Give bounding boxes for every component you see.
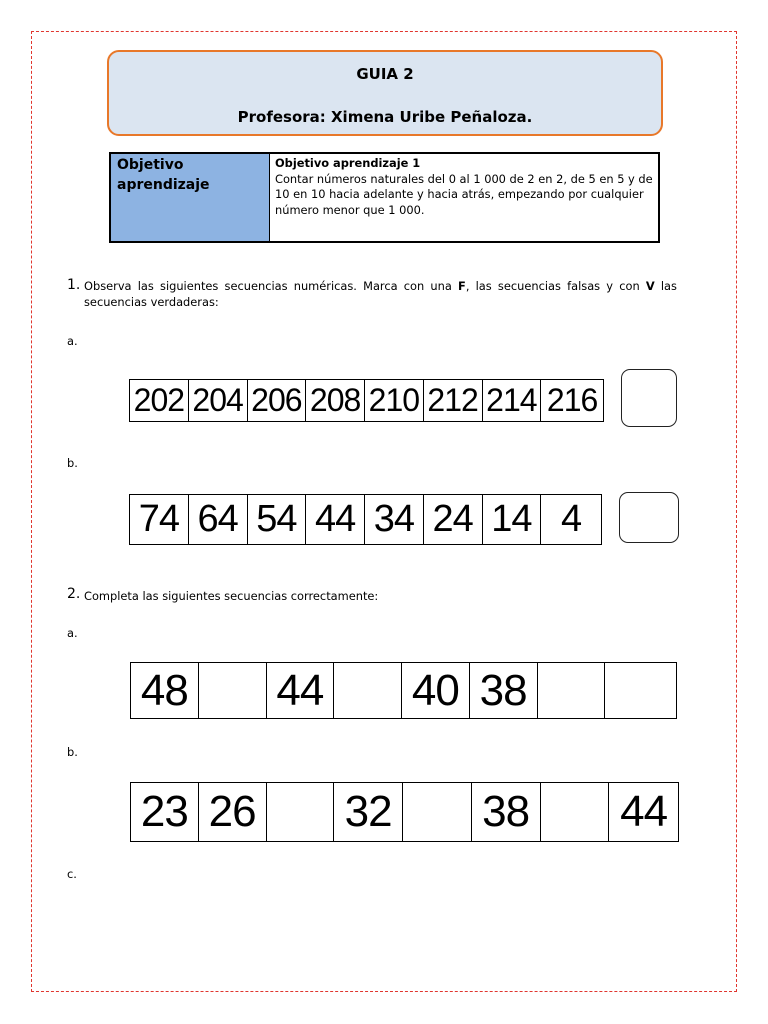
true-letter: V	[645, 279, 655, 293]
question1-text-part1: Observa las siguientes secuencias numéricas. Marca con una	[84, 279, 459, 293]
sequence-blank-cell[interactable]	[541, 783, 610, 841]
question1-text-part2: , las secuencias falsas y con	[465, 279, 646, 293]
answer-box-a[interactable]	[621, 369, 677, 427]
q2-label-b: b.	[67, 745, 78, 759]
sequence-cell: 202	[130, 380, 189, 421]
sequence-cell: 44	[267, 663, 335, 718]
q2-label-c: c.	[67, 867, 77, 881]
q2-sequence-a	[130, 662, 677, 719]
sequence-cell: 23	[131, 783, 199, 841]
sequence-cell: 204	[189, 380, 248, 421]
false-letter: F	[458, 279, 466, 293]
objective-description: Contar números naturales del 0 al 1 000 de 2 en 2, de 5 en 5 y de 10 en 10 hacia adelante y hacia atrás, empezando por cualquier número menor que 1 000.	[275, 171, 653, 217]
sequence-blank-cell[interactable]	[538, 663, 606, 718]
q2-label-a: a.	[67, 626, 78, 640]
header-box	[107, 50, 663, 136]
sequence-cell: 32	[334, 783, 403, 841]
sequence-cell: 64	[189, 495, 248, 544]
sequence-cell: 214	[483, 380, 542, 421]
sequence-cell: 40	[402, 663, 470, 718]
sequence-cell: 208	[306, 380, 365, 421]
sequence-blank-cell[interactable]	[267, 783, 335, 841]
sequence-cell: 44	[306, 495, 365, 544]
sequence-cell: 212	[424, 380, 483, 421]
q1-sequence-b	[129, 494, 602, 545]
sequence-cell: 26	[199, 783, 267, 841]
sequence-blank-cell[interactable]	[334, 663, 402, 718]
answer-box-b[interactable]	[619, 492, 679, 543]
objective-table	[109, 152, 660, 243]
sequence-cell: 24	[424, 495, 483, 544]
question1-number: 1.	[67, 277, 81, 293]
guide-title: GUIA 2	[356, 65, 414, 83]
sequence-cell: 14	[483, 495, 542, 544]
question2-number: 2.	[67, 586, 81, 602]
sequence-cell: 4	[561, 498, 582, 540]
sequence-blank-cell[interactable]	[403, 783, 472, 841]
q1-sequence-a	[129, 379, 604, 422]
sequence-cell: 38	[472, 783, 541, 841]
objective-label-line1: Objetivo	[117, 157, 184, 173]
sequence-cell: 216	[546, 382, 598, 418]
q1-label-b: b.	[67, 456, 78, 470]
sequence-cell: 34	[365, 495, 424, 544]
sequence-cell: 38	[470, 663, 538, 718]
objective-content-cell	[270, 154, 658, 241]
sequence-cell: 44	[620, 787, 668, 836]
objective-label-cell	[111, 154, 270, 241]
sequence-cell: 74	[130, 495, 189, 544]
q2-sequence-b	[130, 782, 679, 842]
sequence-blank-cell[interactable]	[605, 663, 676, 718]
objective-label-line2: aprendizaje	[117, 177, 210, 193]
sequence-cell: 206	[248, 380, 307, 421]
teacher-name: Profesora: Ximena Uribe Peñaloza.	[237, 108, 533, 126]
question1-text-part3: las secuencias verdaderas:	[84, 279, 677, 309]
objective-title: Objetivo aprendizaje 1	[275, 156, 421, 170]
sequence-blank-cell[interactable]	[199, 663, 267, 718]
sequence-cell: 54	[248, 495, 307, 544]
sequence-cell: 210	[365, 380, 424, 421]
question2-text: Completa las siguientes secuencias correctamente:	[84, 589, 379, 603]
question1-text	[84, 278, 677, 310]
sequence-cell: 48	[131, 663, 199, 718]
q1-label-a: a.	[67, 334, 78, 348]
